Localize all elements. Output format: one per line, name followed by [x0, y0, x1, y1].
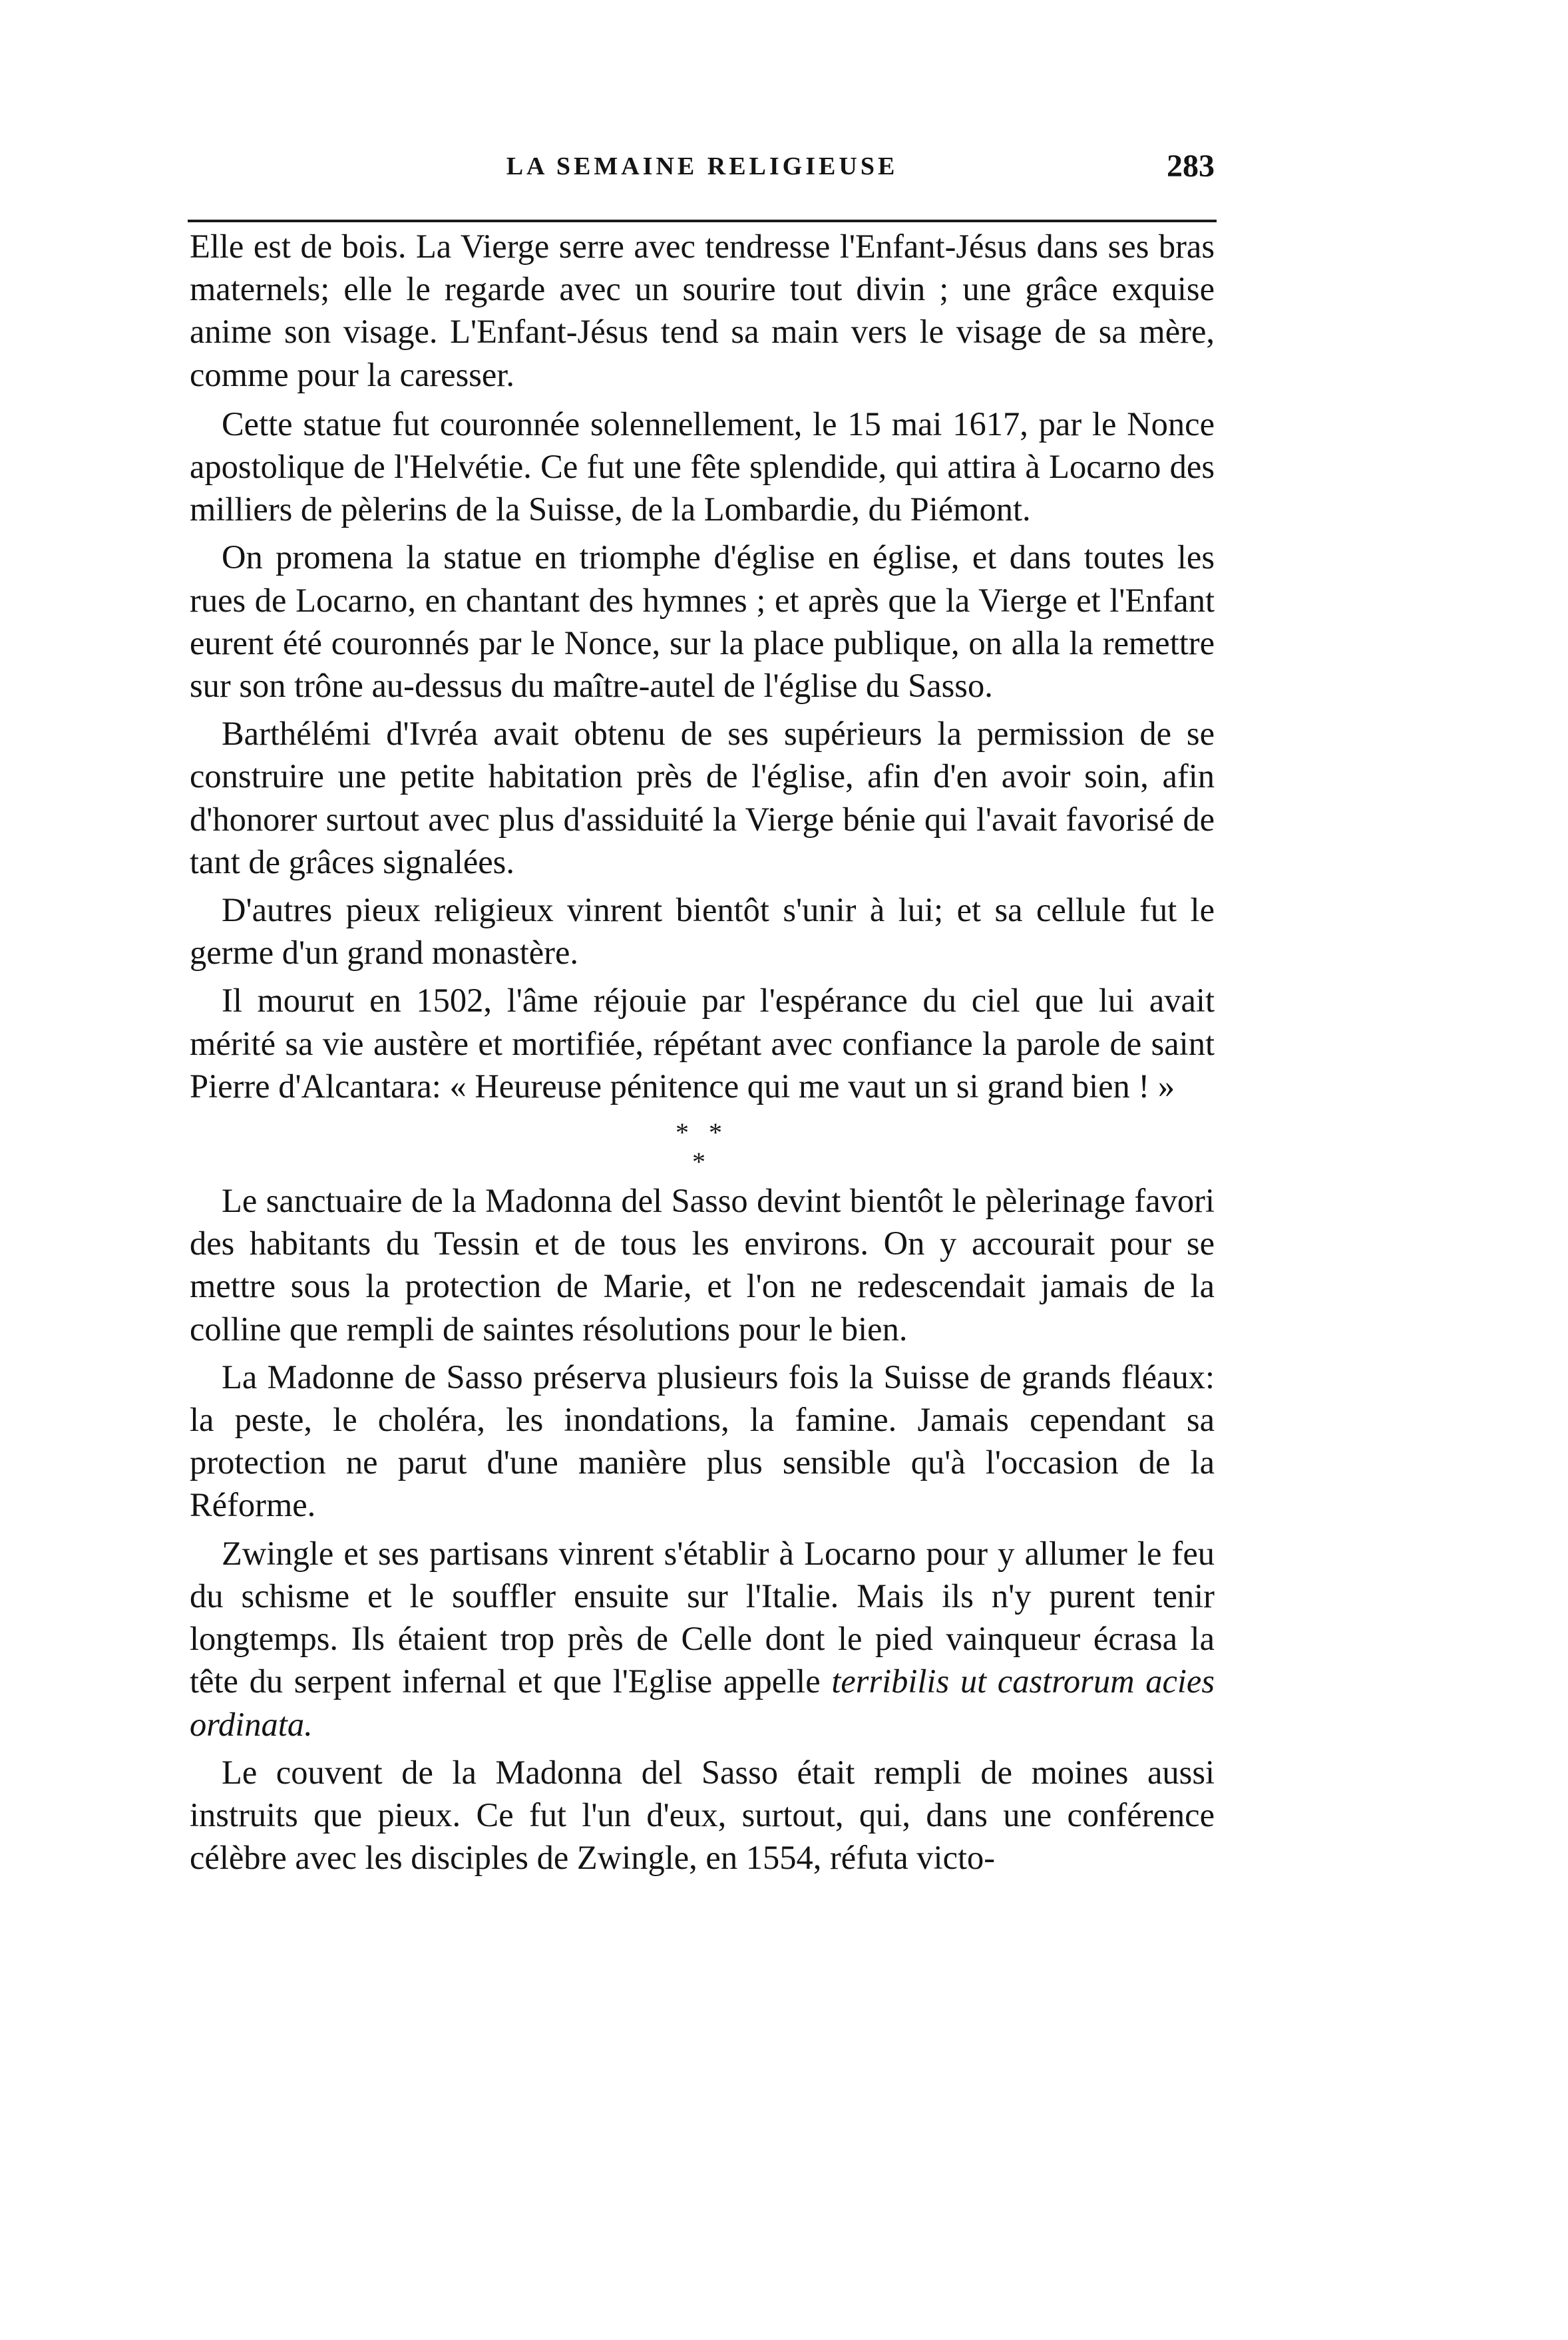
paragraph-2: Cette statue fut couronnée solennellement, le 15 mai 1617, par le Nonce apostolique de l'Helvétie. Ce fut une fête splendide, qui attira à Locarno des milliers de pèlerins de la Suisse, de la Lombardie, du Piémont.	[190, 405, 1215, 528]
paragraph-8: La Madonne de Sasso préserva plusieurs fois la Suisse de grands fléaux: la peste, le choléra, les inondations, la famine. Jamais cependant sa protection ne parut d'une manière plus sensible qu'à l'occasion de la Réforme.	[190, 1358, 1215, 1524]
paragraph-1: Elle est de bois. La Vierge serre avec tendresse l'Enfant-Jésus dans ses bras maternels; elle le regarde avec un sourire tout divin ; une grâce exquise anime son visage. L'Enfant-Jésus tend sa main vers le visage de sa mère, comme pour la caresser.	[190, 228, 1215, 393]
italic-latin-phrase: terribilis ut castrorum acies ordinata.	[190, 1662, 1215, 1743]
paragraph-5: D'autres pieux religieux vinrent bientôt s'unir à lui; et sa cellule fut le germe d'un grand monastère.	[190, 891, 1215, 972]
ornament-bottom: *	[692, 1147, 712, 1177]
ornament-top: * *	[676, 1117, 729, 1148]
section-ornament	[190, 1113, 1215, 1179]
header-rule	[188, 220, 1217, 222]
paragraph-9	[190, 1532, 1215, 1746]
page-header	[190, 148, 1215, 192]
paragraph-10: Le couvent de la Madonna del Sasso était rempli de moines aussi instruits que pieux. Ce fut l'un d'eux, surtout, qui, dans une conférence célèbre avec les disciples de Zwingle, en 1554, réfuta victo-	[190, 1753, 1215, 1877]
body-text	[190, 225, 1215, 1884]
page-number: 283	[1167, 148, 1215, 184]
paragraph-7: Le sanctuaire de la Madonna del Sasso devint bientôt le pèlerinage favori des habitants du Tessin et de tous les environs. On y accourait pour se mettre sous la protection de Marie, et l'on ne redescendait jamais de la colline que rempli de saintes résolutions pour le bien.	[190, 1182, 1215, 1348]
running-title: LA SEMAINE RELIGIEUSE	[506, 152, 898, 180]
paragraph-6: Il mourut en 1502, l'âme réjouie par l'espérance du ciel que lui avait mérité sa vie austère et mortifiée, répétant avec confiance la parole de saint Pierre d'Alcantara: « Heureuse pénitence qui me vaut un si grand bien ! »	[190, 982, 1215, 1105]
paragraph-4: Barthélémi d'Ivréa avait obtenu de ses supérieurs la permission de se construire une petite habitation près de l'église, afin d'en avoir soin, afin d'honorer surtout avec plus d'assiduité la Vierge bénie qui l'avait favorisé de tant de grâces signalées.	[190, 715, 1215, 880]
paragraph-3: On promena la statue en triomphe d'église en église, et dans toutes les rues de Locarno, en chantant des hymnes ; et après que la Vierge et l'Enfant eurent été couronnés par le Nonce, sur la place publique, on alla la remettre sur son trône au-dessus du maître-autel de l'église du Sasso.	[190, 538, 1215, 705]
paragraph-9-text: Zwingle et ses partisans vinrent s'établir à Locarno pour y allumer le feu du schisme et le souffler ensuite sur l'Italie. Mais ils n'y purent tenir longtemps. Ils étaient trop près de Celle dont le pied vainqueur écrasa la tête du serpent infernal et que l'Eglise appelle	[190, 1534, 1215, 1700]
